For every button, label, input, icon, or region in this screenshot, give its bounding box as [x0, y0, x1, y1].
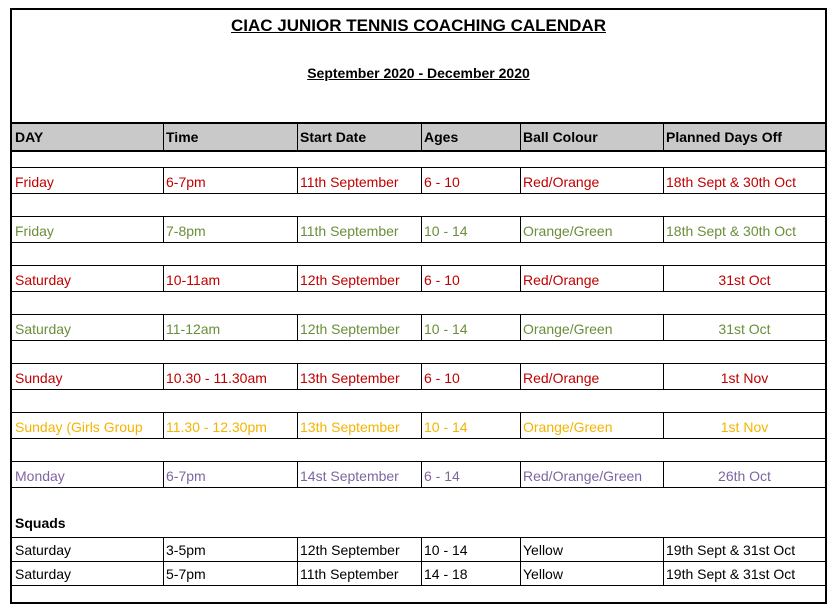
- column-divider: [421, 216, 422, 242]
- cell-time: 11-12am: [166, 321, 221, 337]
- cell-time: 7-8pm: [166, 223, 206, 239]
- calendar-sheet: [10, 8, 827, 604]
- row-divider: [12, 561, 825, 562]
- cell-start-date: 12th September: [300, 542, 400, 558]
- cell-days-off: 1st Nov: [720, 419, 769, 435]
- column-divider: [421, 167, 422, 193]
- column-divider: [421, 124, 422, 150]
- cell-ages: 10 - 14: [424, 223, 468, 239]
- days-off-header: Planned Days Off: [666, 129, 782, 145]
- column-divider: [421, 461, 422, 487]
- cell-ball-colour: Red/Orange/Green: [523, 468, 643, 484]
- cell-start-date: 13th September: [300, 419, 400, 435]
- cell-start-date: 12th September: [300, 272, 400, 288]
- column-divider: [421, 265, 422, 291]
- column-divider: [520, 461, 521, 487]
- cell-time: 6-7pm: [166, 468, 206, 484]
- cell-time: 11.30 - 12.30pm: [166, 419, 267, 435]
- ball-colour-header: Ball Colour: [523, 129, 598, 145]
- squads-label: Squads: [15, 515, 66, 531]
- column-divider: [663, 265, 664, 291]
- cell-day: Friday: [15, 174, 54, 190]
- column-divider: [663, 363, 664, 389]
- row-divider: [12, 363, 825, 364]
- column-divider: [663, 124, 664, 150]
- column-divider: [163, 412, 164, 438]
- column-divider: [520, 412, 521, 438]
- row-divider: [12, 314, 825, 315]
- column-divider: [520, 537, 521, 561]
- cell-ages: 14 - 18: [424, 566, 468, 582]
- cell-ball-colour: Red/Orange: [523, 272, 600, 288]
- row-divider: [12, 265, 825, 266]
- row-divider: [12, 585, 825, 586]
- cell-day: Saturday: [15, 542, 72, 558]
- cell-days-off: 1st Nov: [720, 370, 769, 386]
- document-subtitle: September 2020 - December 2020: [307, 65, 530, 81]
- column-divider: [520, 124, 521, 150]
- column-divider: [163, 167, 164, 193]
- column-divider: [421, 537, 422, 561]
- column-divider: [520, 314, 521, 340]
- column-divider: [297, 363, 298, 389]
- column-divider: [663, 216, 664, 242]
- cell-start-date: 12th September: [300, 321, 400, 337]
- cell-days-off: 31st Oct: [718, 321, 771, 337]
- cell-day: Saturday: [15, 321, 72, 337]
- column-divider: [520, 265, 521, 291]
- row-divider: [12, 389, 825, 390]
- cell-ages: 10 - 14: [424, 419, 468, 435]
- column-divider: [520, 561, 521, 585]
- day-header: DAY: [15, 129, 44, 145]
- column-divider: [663, 461, 664, 487]
- column-divider: [663, 561, 664, 585]
- column-divider: [520, 363, 521, 389]
- document-title: CIAC JUNIOR TENNIS COACHING CALENDAR: [231, 16, 606, 35]
- cell-day: Sunday (Girls Group: [15, 419, 143, 435]
- cell-day: Friday: [15, 223, 54, 239]
- row-divider: [12, 438, 825, 439]
- column-divider: [663, 537, 664, 561]
- row-divider: [12, 461, 825, 462]
- cell-time: 3-5pm: [166, 542, 206, 558]
- cell-day: Monday: [15, 468, 65, 484]
- cell-day: Sunday: [15, 370, 63, 386]
- column-divider: [163, 124, 164, 150]
- cell-start-date: 11th September: [300, 174, 399, 190]
- cell-ball-colour: Yellow: [523, 566, 563, 582]
- cell-day: Saturday: [15, 566, 72, 582]
- row-divider: [12, 242, 825, 243]
- cell-start-date: 14st September: [300, 468, 399, 484]
- column-divider: [421, 561, 422, 585]
- cell-time: 5-7pm: [166, 566, 206, 582]
- column-divider: [163, 561, 164, 585]
- cell-days-off: 19th Sept & 31st Oct: [666, 542, 796, 558]
- column-divider: [163, 265, 164, 291]
- column-divider: [163, 461, 164, 487]
- cell-time: 10-11am: [166, 272, 221, 288]
- header-divider: [12, 150, 825, 152]
- column-divider: [297, 167, 298, 193]
- cell-time: 10.30 - 11.30am: [166, 370, 267, 386]
- row-divider: [12, 291, 825, 292]
- start-date-header: Start Date: [300, 129, 367, 145]
- column-divider: [297, 537, 298, 561]
- cell-ages: 10 - 14: [424, 542, 468, 558]
- column-divider: [297, 412, 298, 438]
- column-divider: [297, 461, 298, 487]
- cell-day: Saturday: [15, 272, 72, 288]
- row-divider: [12, 537, 825, 538]
- cell-time: 6-7pm: [166, 174, 206, 190]
- column-divider: [663, 412, 664, 438]
- column-divider: [520, 167, 521, 193]
- column-divider: [663, 314, 664, 340]
- cell-ages: 6 - 10: [424, 174, 460, 190]
- cell-ball-colour: Red/Orange: [523, 174, 600, 190]
- column-divider: [663, 167, 664, 193]
- row-divider: [12, 412, 825, 413]
- column-divider: [297, 314, 298, 340]
- ages-header: Ages: [424, 129, 459, 145]
- column-divider: [520, 216, 521, 242]
- cell-ball-colour: Red/Orange: [523, 370, 600, 386]
- cell-ball-colour: Orange/Green: [523, 321, 613, 337]
- row-divider: [12, 487, 825, 488]
- cell-start-date: 13th September: [300, 370, 400, 386]
- column-divider: [163, 363, 164, 389]
- cell-start-date: 11th September: [300, 223, 399, 239]
- cell-days-off: 19th Sept & 31st Oct: [666, 566, 796, 582]
- column-divider: [297, 216, 298, 242]
- cell-ages: 6 - 10: [424, 272, 460, 288]
- column-divider: [421, 363, 422, 389]
- column-divider: [297, 561, 298, 585]
- cell-ages: 6 - 14: [424, 468, 460, 484]
- time-header: Time: [166, 129, 199, 145]
- cell-ball-colour: Orange/Green: [523, 223, 613, 239]
- cell-ages: 10 - 14: [424, 321, 468, 337]
- cell-ball-colour: Yellow: [523, 542, 563, 558]
- cell-days-off: 18th Sept & 30th Oct: [666, 223, 796, 239]
- column-divider: [297, 265, 298, 291]
- cell-days-off: 18th Sept & 30th Oct: [666, 174, 796, 190]
- cell-start-date: 11th September: [300, 566, 399, 582]
- cell-ages: 6 - 10: [424, 370, 460, 386]
- cell-ball-colour: Orange/Green: [523, 419, 613, 435]
- row-divider: [12, 193, 825, 194]
- column-divider: [421, 412, 422, 438]
- column-divider: [297, 124, 298, 150]
- cell-days-off: 31st Oct: [718, 272, 771, 288]
- row-divider: [12, 167, 825, 168]
- row-divider: [12, 340, 825, 341]
- column-divider: [163, 314, 164, 340]
- column-divider: [163, 216, 164, 242]
- row-divider: [12, 216, 825, 217]
- column-divider: [163, 537, 164, 561]
- cell-days-off: 26th Oct: [718, 468, 771, 484]
- column-divider: [421, 314, 422, 340]
